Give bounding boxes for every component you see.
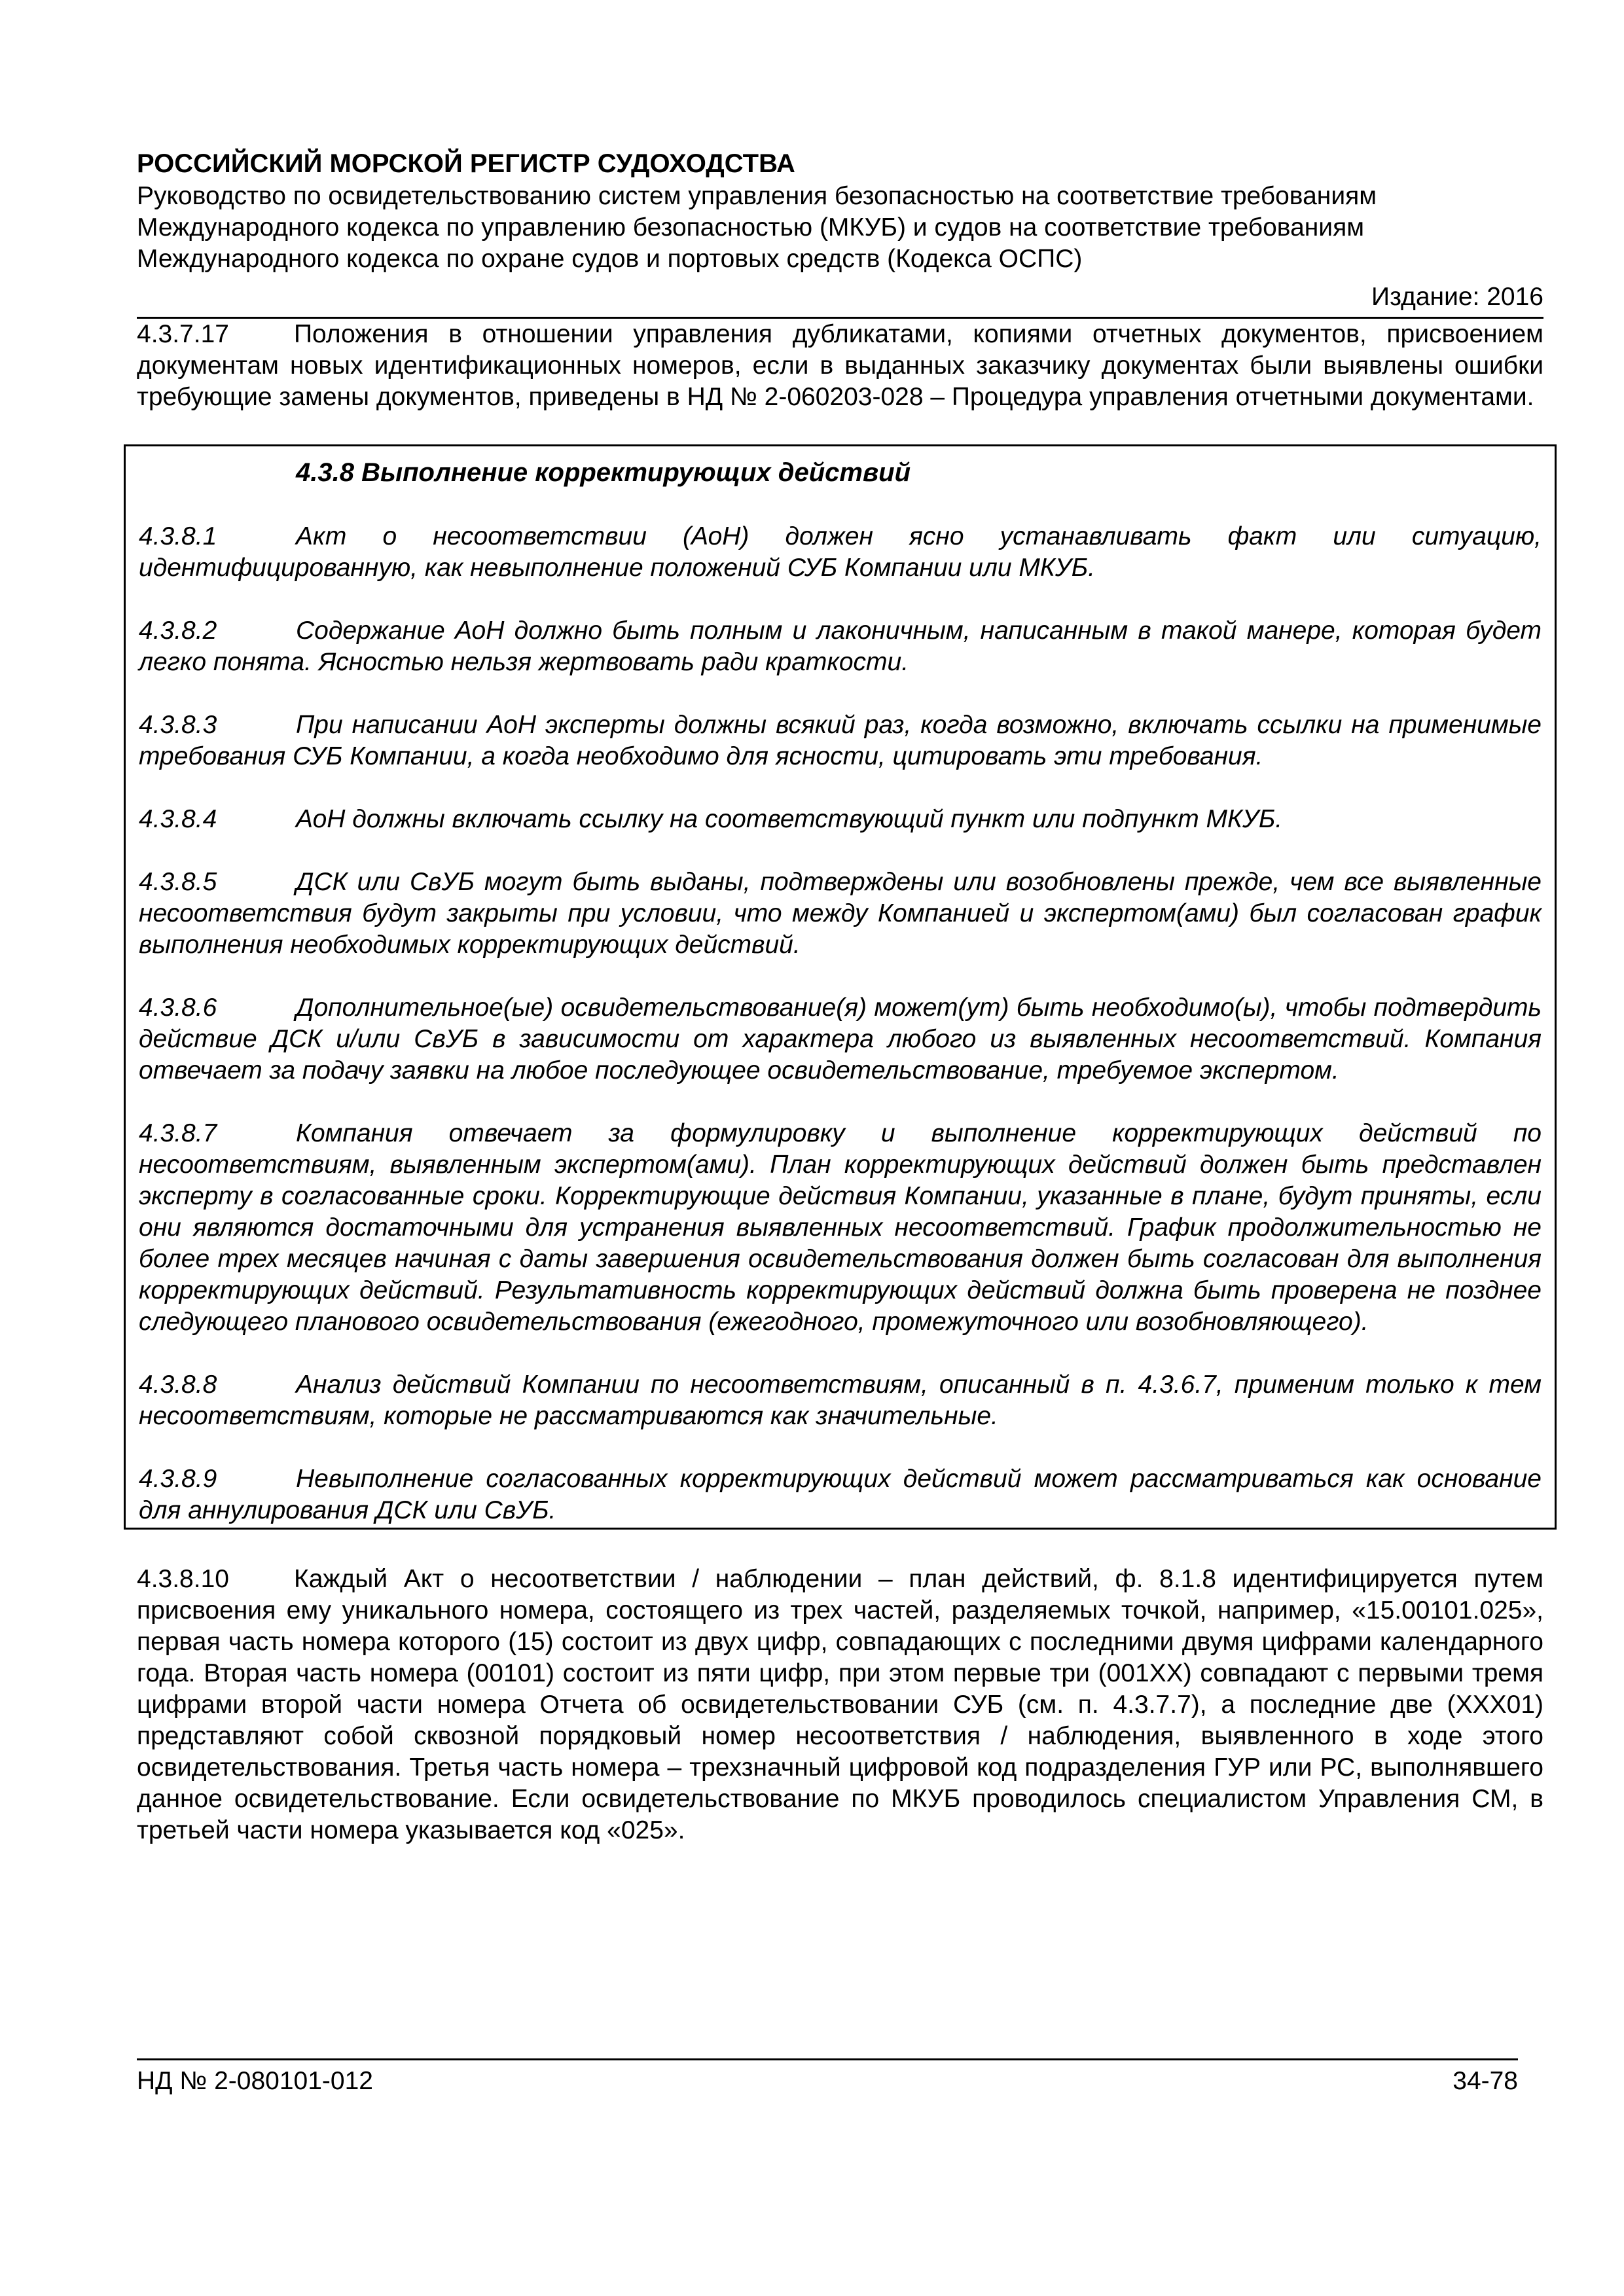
paragraph-number: 4.3.8.6: [139, 994, 217, 1022]
paragraph-4-3-8-2: [139, 615, 1542, 678]
page-footer: [137, 2058, 1518, 2095]
paragraph-4-3-8-6: [139, 992, 1542, 1086]
paragraph-number: 4.3.8.10: [137, 1565, 229, 1593]
organization-title: РОССИЙСКИЙ МОРСКОЙ РЕГИСТР СУДОХОДСТВА: [137, 149, 795, 178]
paragraph-4-3-8-3: [139, 709, 1542, 772]
paragraph-text: Невыполнение согласованных корректирующих действий может рассматриваться как основание для аннулирования ДСК или СвУБ.: [139, 1465, 1542, 1524]
paragraph-4-3-8-7: [139, 1118, 1542, 1338]
subtitle-line: Международного кодекса по охране судов и портовых средств (Кодекса ОСПС): [137, 245, 1083, 273]
edition-label: Издание: 2016: [137, 281, 1543, 319]
paragraph-text: Содержание АоН должно быть полным и лаконичным, написанным в такой манере, которая будет легко понята. Ясностью нельзя жертвовать ради краткости.: [139, 617, 1542, 676]
paragraph-number: 4.3.8.9: [139, 1465, 217, 1493]
paragraph-text: Компания отвечает за формулировку и выполнение корректирующих действий по несоответствиям, выявленным экспертом(ами). План корректирующих действий должен быть представлен эксперту в согласованные сроки. Корректирующие действия Компании, указанные в плане, будут приняты, если они являются достаточными для устранения выявленных несоответствий. График продолжительностью не более трех месяцев начиная с даты завершения освидетельствования должен быть согласован для выполнения корректирующих действий. Результативность корректирующих действий должна быть проверена не позднее следующего планового освидетельствования (ежегодного, промежуточного или возобновляющего).: [139, 1119, 1542, 1336]
subtitle-line: Руководство по освидетельствованию систем управления безопасностью на соответствие требованиям: [137, 182, 1377, 210]
paragraph-text: АоН должны включать ссылку на соответствующий пункт или подпункт МКУБ.: [296, 805, 1283, 833]
paragraph-text: Положения в отношении управления дубликатами, копиями отчетных документов, присвоением документам новых идентификационных номеров, если в выданных заказчику документах были выявлены ошибки требующие замены документов, приведены в НД № 2-060203-028 – Процедура управления отчетными документами.: [137, 320, 1543, 411]
page-number: 34-78: [1453, 2067, 1518, 2095]
paragraph-number: 4.3.8.5: [139, 868, 217, 896]
paragraph-number: 4.3.7.17: [137, 320, 229, 348]
paragraph-text: Дополнительное(ые) освидетельствование(я) может(ут) быть необходимо(ы), чтобы подтвердить действие ДСК и/или СвУБ в зависимости от характера любого из выявленных несоответствий. Компания отвечает за подачу заявки на любое последующее освидетельствование, требуемое экспертом.: [139, 994, 1542, 1085]
paragraph-4-3-8-4: [139, 804, 1542, 835]
paragraph-text: При написании АоН эксперты должны всякий раз, когда возможно, включать ссылки на применимые требования СУБ Компании, а когда необходимо для ясности, цитировать эти требования.: [139, 711, 1542, 770]
paragraph-4-3-8-1: [139, 521, 1542, 584]
subtitle-line: Международного кодекса по управлению безопасностью (МКУБ) и судов на соответствие требованиям: [137, 213, 1365, 242]
document-subtitle: [137, 181, 1543, 275]
paragraph-number: 4.3.8.2: [139, 617, 217, 645]
document-header: [137, 148, 1543, 319]
paragraph-4-3-7-17: [137, 319, 1543, 413]
paragraph-number: 4.3.8.7: [139, 1119, 217, 1147]
paragraph-number: 4.3.8.1: [139, 522, 217, 550]
paragraph-number: 4.3.8.3: [139, 711, 217, 739]
corrective-actions-box: [124, 444, 1557, 1530]
paragraph-number: 4.3.8.8: [139, 1371, 217, 1399]
paragraph-4-3-8-5: [139, 867, 1542, 961]
document-number: НД № 2-080101-012: [137, 2067, 373, 2095]
paragraph-text: Анализ действий Компании по несоответствиям, описанный в п. 4.3.6.7, применим только к тем несоответствиям, которые не рассматриваются как значительные.: [139, 1371, 1542, 1430]
paragraph-text: Каждый Акт о несоответствии / наблюдении – план действий, ф. 8.1.8 идентифицируется путем присвоения ему уникального номера, состоящего из трех частей, разделяемых точкой, например, «15.00101.025», первая часть номера которого (15) состоит из двух цифр, совпадающих с последними двумя цифрами календарного года. Вторая часть номера (00101) состоит из пяти цифр, при этом первые три (001ХХ) совпадают с первыми тремя цифрами второй части номера Отчета об освидетельствовании СУБ (см. п. 4.3.7.7), а последние две (ХХХ01) представляют собой сквозной порядковый номер несоответствия / наблюдения, выявленного в ходе этого освидетельствования. Третья часть номера – трехзначный цифровой код подразделения ГУР или РС, выполнявшего данное освидетельствование. Если освидетельствование по МКУБ проводилось специалистом Управления СМ, в третьей части номера указывается код «025».: [137, 1565, 1543, 1844]
paragraph-4-3-8-8: [139, 1369, 1542, 1432]
paragraph-text: Акт о несоответствии (АоН) должен ясно устанавливать факт или ситуацию, идентифицированную, как невыполнение положений СУБ Компании или МКУБ.: [139, 522, 1542, 582]
section-title: 4.3.8 Выполнение корректирующих действий: [296, 458, 911, 487]
document-page: [137, 148, 1543, 2262]
paragraph-4-3-8-9: [139, 1463, 1542, 1526]
paragraph-text: ДСК или СвУБ могут быть выданы, подтверждены или возобновлены прежде, чем все выявленные несоответствия будут закрыты при условии, что между Компанией и экспертом(ами) был согласован график выполнения необходимых корректирующих действий.: [139, 868, 1542, 959]
paragraph-4-3-8-10: [137, 1564, 1543, 1846]
paragraph-number: 4.3.8.4: [139, 805, 217, 833]
